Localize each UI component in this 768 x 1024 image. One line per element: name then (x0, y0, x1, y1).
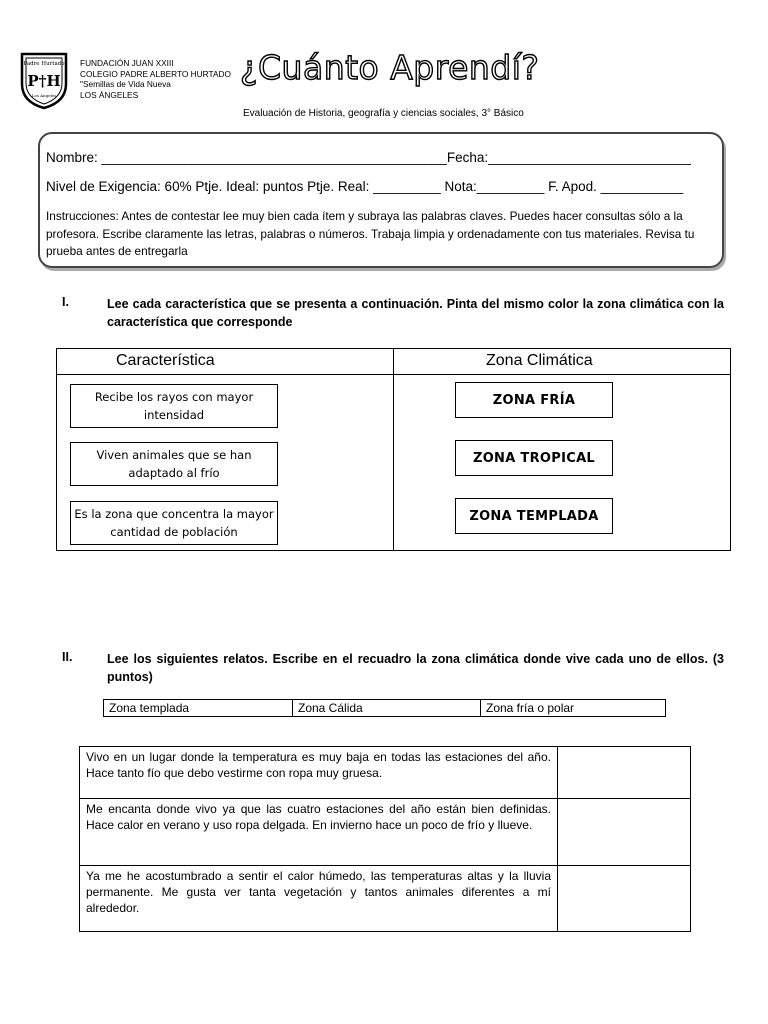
grading-line[interactable]: Nivel de Exigencia: 60% Ptje. Ideal: puntos Ptje. Real: _________ Nota:_________ F. Apod. ___________ (46, 179, 684, 194)
table-row (80, 747, 691, 799)
school-crest-logo (18, 50, 70, 110)
zone-box-templada[interactable]: ZONA TEMPLADA (455, 498, 613, 534)
story-text: Ya me he acostumbrado a sentir el calor húmedo, las temperaturas altas y la lluvia permanente. Me gusta ver tanta vegetación y tantos animales diferentes a mí alrededor. (80, 866, 558, 932)
answer-cell[interactable] (558, 866, 691, 932)
zone-option: Zona fría o polar (480, 700, 665, 716)
school-line: "Semillas de Vida Nueva (80, 79, 171, 89)
section-2-instruction: Lee los siguientes relatos. Escribe en el recuadro la zona climática donde vive cada uno de ellos. (3 puntos) (107, 652, 724, 684)
logo-letters: P†H (27, 72, 61, 90)
column-header-characteristic: Característica (116, 352, 215, 369)
page-title: ¿Cuánto Aprendí? (240, 48, 540, 87)
name-date-line[interactable]: Nombre: ______________________________________________Fecha:___________________________ (46, 150, 691, 165)
school-line: FUNDACIÓN JUAN XXIII (80, 58, 174, 68)
school-line: LOS ÁNGELES (80, 89, 139, 100)
zone-box-tropical[interactable]: ZONA TROPICAL (455, 440, 613, 476)
story-text: Vivo en un lugar donde la temperatura es muy baja en todas las estaciones del año. Hace tanto fío que debo vestirme con ropa muy gruesa. (80, 747, 558, 799)
page-subtitle: Evaluación de Historia, geografía y ciencias sociales, 3° Básico (243, 108, 524, 119)
section-1-instruction: Lee cada característica que se presenta a continuación. Pinta del mismo color la zona climática con la característica que corresponde (107, 297, 724, 329)
story-text: Me encanta donde vivo ya que las cuatro estaciones del año están bien definidas. Hace calor en verano y uso ropa delgada. En invierno hace un poco de frío y llueve. (80, 799, 558, 866)
school-line: COLEGIO PADRE ALBERTO HURTADO (80, 68, 231, 79)
logo-bottom-text: Los Ángeles (31, 93, 57, 98)
zone-option: Zona Cálida (292, 700, 480, 716)
stories-table (79, 746, 691, 932)
zone-options-row (103, 699, 666, 717)
characteristic-box[interactable]: Recibe los rayos con mayor intensidad (70, 384, 278, 428)
characteristic-box[interactable]: Viven animales que se han adaptado al frío (70, 442, 278, 486)
zone-box-fria[interactable]: ZONA FRÍA (455, 382, 613, 418)
logo-top-text: Padre Hurtado (23, 61, 65, 67)
characteristic-box[interactable]: Es la zona que concentra la mayor cantidad de población (70, 501, 278, 545)
section-1-number: I. (62, 295, 69, 309)
zone-option: Zona templada (109, 701, 190, 715)
table-row (80, 866, 691, 932)
table-row (80, 799, 691, 866)
section-2-number: II. (62, 650, 73, 664)
instructions: Instrucciones: Antes de contestar lee muy bien cada ítem y subraya las palabras claves. Puedes hacer consultas sólo a la profesora. Escribe claramente las letras, palabras o números. Trabaja limpia y ordenadamente con tus materiales. Revisa tu prueba antes de entregarla (46, 209, 695, 258)
answer-cell[interactable] (558, 747, 691, 799)
school-info (80, 58, 231, 100)
answer-cell[interactable] (558, 799, 691, 866)
column-header-zone: Zona Climática (486, 352, 593, 369)
